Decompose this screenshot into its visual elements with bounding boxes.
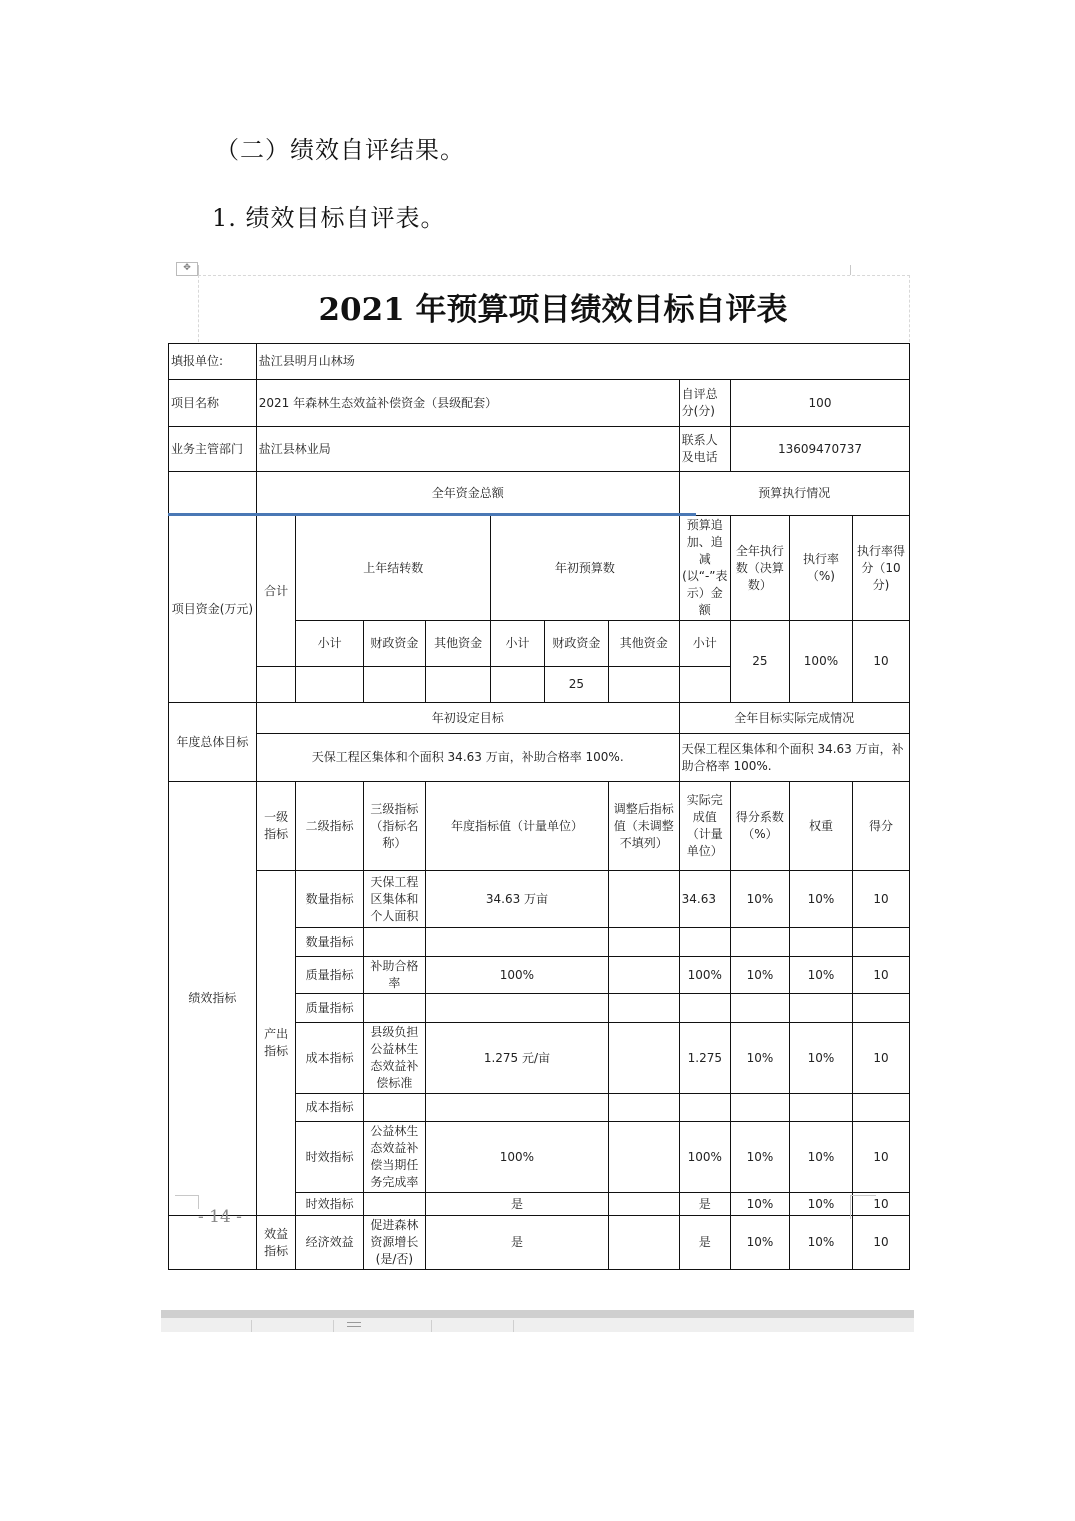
score-cell: 10 bbox=[853, 1122, 910, 1193]
contact-value: 13609470737 bbox=[731, 427, 910, 472]
exec-score-value: 10 bbox=[853, 621, 910, 703]
actual-value-cell bbox=[679, 994, 730, 1023]
score-coef-cell: 10% bbox=[731, 1122, 790, 1193]
weight-cell: 10% bbox=[789, 957, 852, 994]
level3-cell bbox=[363, 1094, 425, 1122]
other-funds-label: 其他资金 bbox=[425, 621, 490, 667]
score-cell: 10 bbox=[853, 957, 910, 994]
weight-cell: 10% bbox=[789, 871, 852, 928]
weight-cell bbox=[789, 1094, 852, 1122]
weight-cell: 10% bbox=[789, 1023, 852, 1094]
weight-cell: 10% bbox=[789, 1193, 852, 1216]
subtotal-label: 小计 bbox=[296, 621, 363, 667]
project-label: 项目名称 bbox=[169, 380, 257, 427]
empty-cell bbox=[363, 667, 425, 703]
score-coef-cell: 10% bbox=[731, 957, 790, 994]
unit-value: 盐江县明月山林场 bbox=[256, 344, 909, 380]
level3-cell: 补助合格率 bbox=[363, 957, 425, 994]
table-title: 2021 年预算项目绩效目标自评表 bbox=[318, 292, 788, 328]
level2-cell: 质量指标 bbox=[296, 994, 363, 1023]
score-cell: 10 bbox=[853, 1216, 910, 1270]
score-cell bbox=[853, 928, 910, 957]
grip-icon[interactable] bbox=[347, 1322, 361, 1327]
prev-carryover-header: 上年结转数 bbox=[296, 516, 491, 621]
annual-value-cell: 100% bbox=[425, 957, 608, 994]
project-value: 2021 年森林生态效益补偿资金（县级配套） bbox=[256, 380, 679, 427]
crop-mark bbox=[850, 1195, 876, 1196]
level2-cell: 时效指标 bbox=[296, 1122, 363, 1193]
level3-cell bbox=[363, 1193, 425, 1216]
score-cell: 10 bbox=[853, 871, 910, 928]
initial-fiscal-value: 25 bbox=[544, 667, 608, 703]
actual-goal-text: 天保工程区集体和个面积 34.63 万亩，补助合格率 100%. bbox=[679, 734, 909, 782]
total-label: 合计 bbox=[256, 516, 296, 667]
empty-cell bbox=[256, 667, 296, 703]
weight-header: 权重 bbox=[789, 782, 852, 871]
sub-heading: 1. 绩效目标自评表。 bbox=[212, 204, 446, 232]
exec-rate-value: 100% bbox=[789, 621, 852, 703]
initial-goal-header: 年初设定目标 bbox=[256, 703, 679, 734]
score-coef-cell bbox=[731, 928, 790, 957]
adjusted-value-cell bbox=[608, 928, 679, 957]
divider bbox=[333, 1320, 334, 1332]
score-coef-cell: 10% bbox=[731, 1193, 790, 1216]
unit-label: 填报单位: bbox=[169, 344, 257, 380]
level3-header: 三级指标（指标名称） bbox=[363, 782, 425, 871]
indicators-label: 绩效指标 bbox=[169, 782, 257, 1216]
dept-label: 业务主管部门 bbox=[169, 427, 257, 472]
benefit-indicator-label: 效益指标 bbox=[256, 1216, 296, 1270]
adjusted-value-cell bbox=[608, 994, 679, 1023]
actual-value-cell bbox=[679, 928, 730, 957]
section-heading: （二）绩效自评结果。 bbox=[215, 136, 465, 164]
weight-cell bbox=[789, 994, 852, 1023]
adjusted-value-cell bbox=[608, 1193, 679, 1216]
exec-amount-value: 25 bbox=[731, 621, 790, 703]
score-coef-cell bbox=[731, 994, 790, 1023]
dept-value: 盐江县林业局 bbox=[256, 427, 679, 472]
score-coef-cell: 10% bbox=[731, 1216, 790, 1270]
annual-value-cell: 是 bbox=[425, 1216, 608, 1270]
annual-value-cell: 34.63 万亩 bbox=[425, 871, 608, 928]
level3-cell bbox=[363, 994, 425, 1023]
level2-header: 二级指标 bbox=[296, 782, 363, 871]
selection-rule bbox=[168, 513, 696, 516]
annual-value-cell bbox=[425, 994, 608, 1023]
exec-score-header: 执行率得分（10分) bbox=[853, 516, 910, 621]
anchor-icon[interactable]: ✥ bbox=[176, 262, 198, 276]
crop-mark bbox=[175, 1195, 199, 1196]
fiscal-funds-label: 财政资金 bbox=[544, 621, 608, 667]
table-row bbox=[169, 871, 910, 928]
table-row bbox=[169, 1216, 910, 1270]
actual-value-header: 实际完成值（计量单位） bbox=[679, 782, 730, 871]
annual-value-cell: 是 bbox=[425, 1193, 608, 1216]
actual-value-cell: 100% bbox=[679, 957, 730, 994]
empty-cell bbox=[608, 667, 679, 703]
empty-cell bbox=[491, 667, 545, 703]
score-coef-header: 得分系数（%） bbox=[731, 782, 790, 871]
score-coef-cell bbox=[731, 1094, 790, 1122]
actual-value-cell bbox=[679, 1094, 730, 1122]
adjusted-value-cell bbox=[608, 871, 679, 928]
weight-cell: 10% bbox=[789, 1216, 852, 1270]
self-evaluation-table bbox=[168, 343, 910, 1270]
weight-cell: 10% bbox=[789, 1122, 852, 1193]
score-coef-cell: 10% bbox=[731, 1023, 790, 1094]
score-label: 自评总分(分) bbox=[679, 380, 730, 427]
level2-cell: 成本指标 bbox=[296, 1023, 363, 1094]
annual-goal-label: 年度总体目标 bbox=[169, 703, 257, 782]
actual-value-cell: 100% bbox=[679, 1122, 730, 1193]
project-funds-label: 项目资金(万元) bbox=[169, 516, 257, 703]
score-header: 得分 bbox=[853, 782, 910, 871]
output-indicator-label: 产出指标 bbox=[256, 871, 296, 1216]
score-cell: 10 bbox=[853, 1193, 910, 1216]
exec-rate-header: 执行率（%) bbox=[789, 516, 852, 621]
subtotal-label: 小计 bbox=[679, 621, 730, 667]
actual-value-cell: 1.275 bbox=[679, 1023, 730, 1094]
total-funds-header: 全年资金总额 bbox=[256, 472, 679, 516]
status-bar bbox=[161, 1310, 914, 1332]
page-number: - 14 - bbox=[198, 1207, 242, 1227]
initial-goal-text: 天保工程区集体和个面积 34.63 万亩，补助合格率 100%. bbox=[256, 734, 679, 782]
contact-label: 联系人及电话 bbox=[679, 427, 730, 472]
score-coef-cell: 10% bbox=[731, 871, 790, 928]
fiscal-funds-label: 财政资金 bbox=[363, 621, 425, 667]
level3-cell: 公益林生态效益补偿当期任务完成率 bbox=[363, 1122, 425, 1193]
actual-value-cell: 是 bbox=[679, 1193, 730, 1216]
level3-cell bbox=[363, 928, 425, 957]
initial-budget-header: 年初预算数 bbox=[491, 516, 679, 621]
score-cell bbox=[853, 1094, 910, 1122]
level1-header: 一级指标 bbox=[256, 782, 296, 871]
adjusted-value-cell bbox=[608, 1023, 679, 1094]
empty-cell bbox=[296, 667, 363, 703]
level2-cell: 数量指标 bbox=[296, 928, 363, 957]
level3-cell: 天保工程区集体和个人面积 bbox=[363, 871, 425, 928]
annual-value-cell: 1.275 元/亩 bbox=[425, 1023, 608, 1094]
subtotal-label: 小计 bbox=[491, 621, 545, 667]
level2-cell: 数量指标 bbox=[296, 871, 363, 928]
divider bbox=[431, 1320, 432, 1332]
divider bbox=[513, 1320, 514, 1332]
actual-value-cell: 34.63 bbox=[679, 871, 730, 928]
adjusted-value-header: 调整后指标值（未调整不填列） bbox=[608, 782, 679, 871]
crop-mark bbox=[850, 265, 851, 275]
level2-cell: 时效指标 bbox=[296, 1193, 363, 1216]
level3-cell: 县级负担公益林生态效益补偿标准 bbox=[363, 1023, 425, 1094]
crop-mark bbox=[850, 1195, 851, 1219]
score-cell: 10 bbox=[853, 1023, 910, 1094]
adjusted-value-cell bbox=[608, 1122, 679, 1193]
exec-amount-header: 全年执行数（决算数） bbox=[731, 516, 790, 621]
annual-value-cell: 100% bbox=[425, 1122, 608, 1193]
crop-mark bbox=[198, 265, 199, 275]
empty-cell bbox=[169, 472, 257, 516]
adjusted-value-cell bbox=[608, 957, 679, 994]
adjusted-value-cell bbox=[608, 1216, 679, 1270]
actual-value-cell: 是 bbox=[679, 1216, 730, 1270]
annual-value-header: 年度指标值（计量单位） bbox=[425, 782, 608, 871]
level2-cell: 经济效益 bbox=[296, 1216, 363, 1270]
actual-goal-header: 全年目标实际完成情况 bbox=[679, 703, 909, 734]
empty-cell bbox=[679, 667, 730, 703]
other-funds-label: 其他资金 bbox=[608, 621, 679, 667]
score-value: 100 bbox=[731, 380, 910, 427]
score-cell bbox=[853, 994, 910, 1023]
divider bbox=[251, 1320, 252, 1332]
adjusted-value-cell bbox=[608, 1094, 679, 1122]
annual-value-cell bbox=[425, 1094, 608, 1122]
annual-value-cell bbox=[425, 928, 608, 957]
empty-cell bbox=[425, 667, 490, 703]
budget-adjust-header: 预算追加、追减(以“-”表示）金额 bbox=[679, 516, 730, 621]
level2-cell: 质量指标 bbox=[296, 957, 363, 994]
level2-cell: 成本指标 bbox=[296, 1094, 363, 1122]
budget-exec-header: 预算执行情况 bbox=[679, 472, 909, 516]
weight-cell bbox=[789, 928, 852, 957]
level3-cell: 促进森林资源增长(是/否) bbox=[363, 1216, 425, 1270]
